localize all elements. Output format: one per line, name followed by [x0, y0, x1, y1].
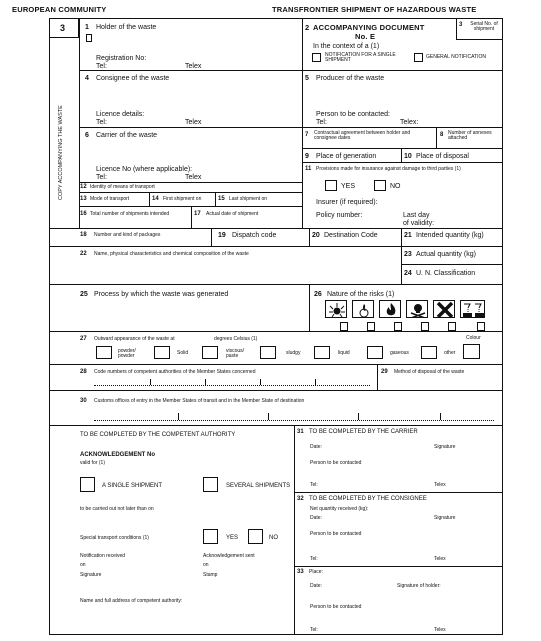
f30-title: Customs offices of entry in the Member States of transit and in the Member State of destination [94, 398, 305, 404]
f33-tel: Tel: [310, 627, 318, 633]
f6-number: 6 [85, 132, 89, 139]
f2-general-checkbox[interactable] [414, 53, 423, 62]
f6-tel: Tel: [96, 174, 107, 181]
f29-title: Method of disposal of the waste [394, 369, 465, 375]
authority-ack-on: on [203, 562, 209, 568]
f1-telex: Telex [185, 63, 202, 70]
divider-bottom-section [49, 425, 503, 426]
harmful-hazard-icon [433, 300, 455, 318]
f32-tel: Tel: [310, 556, 318, 562]
divider-8-9 [302, 148, 503, 149]
f21-title: Intended quantity (kg) [416, 232, 484, 239]
authority-ack: ACKNOWLEDGEMENT No [80, 452, 155, 458]
f19-number: 19 [218, 232, 226, 239]
header-right: TRANSFRONTIER SHIPMENT OF HAZARDOUS WASTE [272, 5, 477, 14]
f30-customs-tick-3 [358, 413, 359, 420]
f4-licence: Licence details: [96, 111, 145, 118]
f27-colour: Colour [466, 335, 481, 341]
authority-valid: valid for (1) [80, 460, 106, 466]
f26-title: Nature of the risks (1) [327, 291, 395, 298]
f23-number: 23 [404, 251, 412, 258]
f6-telex: Telex [185, 174, 202, 181]
f5-tel: Tel: [316, 119, 327, 126]
f11-title: Provisions made for insurance against damage to third parties (1) [316, 166, 461, 172]
f4-number: 4 [85, 75, 89, 82]
divider-31-32 [294, 492, 503, 493]
f11-insurer: Insurer (if required): [316, 199, 378, 206]
f2-title: ACCOMPANYING DOCUMENT [313, 23, 425, 32]
authority-stamp: Stamp [203, 572, 218, 578]
f4-title: Consignee of the waste [96, 75, 170, 82]
f30-number: 30 [80, 398, 87, 404]
f11-no-checkbox[interactable] [374, 180, 386, 191]
f32-telex: Telex [434, 556, 446, 562]
divider-row-1 [79, 70, 503, 71]
authority-notif-on: on [80, 562, 86, 568]
f4-tel: Tel: [96, 119, 107, 126]
f17-title: Actual date of shipment [206, 211, 259, 217]
f12-number: 12 [80, 184, 87, 190]
appearance-powder-label: powder/ powder [118, 348, 136, 359]
appearance-sludgy-checkbox[interactable] [260, 346, 276, 359]
divider-7-8 [436, 127, 437, 148]
f8-title: Number of annexes attached [448, 130, 492, 141]
f1-checkbox[interactable] [86, 34, 92, 42]
f27-degrees: degrees Celsius (1) [214, 336, 258, 342]
f10-title: Place of disposal [416, 153, 469, 160]
f2-context: In the context of a (1) [313, 43, 380, 50]
authority-yes-checkbox[interactable] [203, 529, 218, 544]
explosive-hazard-icon [325, 300, 347, 318]
f28-code-tick-1 [150, 379, 151, 385]
f25-number: 25 [80, 291, 88, 298]
appearance-viscous-checkbox[interactable] [202, 346, 218, 359]
divider-row-18 [49, 228, 503, 229]
authority-no-checkbox[interactable] [248, 529, 263, 544]
explosive-checkbox[interactable] [340, 322, 348, 331]
f32-title: TO BE COMPLETED BY THE CONSIGNEE [309, 496, 427, 502]
f32-qty: Net quantity received (kg): [310, 506, 369, 512]
appearance-solid-checkbox[interactable] [154, 346, 170, 359]
main-column-divider [302, 18, 303, 228]
f32-number: 32 [297, 496, 304, 502]
authority-signature: Signature [80, 572, 102, 578]
authority-single-checkbox[interactable] [80, 477, 95, 492]
f11-validity: of validity: [403, 220, 435, 227]
authority-several-label: SEVERAL SHIPMENTS [226, 483, 291, 489]
oxidizing-checkbox[interactable] [367, 322, 375, 331]
f18-number: 18 [80, 232, 87, 238]
divider-row-2 [79, 127, 503, 128]
f11-yes-checkbox[interactable] [325, 180, 337, 191]
f19-title: Dispatch code [232, 232, 277, 239]
authority-name-address: Name and full address of competent authority: [80, 598, 183, 604]
divider-14-15 [215, 192, 216, 206]
f32-signature: Signature [434, 515, 456, 521]
f31-contact: Person to be contacted [310, 460, 362, 466]
divider-19-20 [309, 228, 310, 246]
side-label: COPY ACCOMPANYING THE WASTE [58, 105, 64, 200]
f20-number: 20 [312, 232, 320, 239]
f25-title: Process by which the waste was generated [94, 291, 229, 298]
f3-number: 3 [459, 22, 463, 28]
f33-title: Place: [309, 569, 323, 575]
corrosive-hazard-icon [460, 300, 485, 318]
f8-number: 8 [440, 132, 444, 138]
divider-25-26 [309, 284, 310, 331]
appearance-gaseous-label: gaseous [390, 350, 409, 356]
f28-code-tick-3 [260, 379, 261, 385]
f5-number: 5 [305, 75, 309, 82]
appearance-sludgy-label: sludgy [286, 350, 301, 356]
f22-title: Name, physical characteristics and chemical composition of the waste [94, 251, 249, 257]
f15-title: Last shipment on [229, 196, 268, 202]
f31-tel: Tel: [310, 482, 318, 488]
f26-number: 26 [314, 291, 322, 298]
f1-number: 1 [85, 24, 89, 31]
divider-32-33 [294, 566, 503, 567]
f14-number: 14 [152, 196, 159, 202]
f30-customs-line [94, 420, 494, 421]
authority-several-checkbox[interactable] [203, 477, 218, 492]
appearance-liquid-label: liquid [338, 350, 350, 356]
divider-row-27 [49, 331, 503, 332]
copy-number: 3 [60, 23, 66, 33]
f33-telex: Telex [434, 627, 446, 633]
authority-no-label: NO [269, 535, 278, 541]
f31-title: TO BE COMPLETED BY THE CARRIER [309, 429, 418, 435]
authority-carried-out: to be carried out not later than on [80, 506, 154, 512]
f33-signature: Signature of holder: [397, 583, 441, 589]
f6-licence: Licence No (where applicable): [96, 166, 193, 173]
flammable-checkbox[interactable] [394, 322, 402, 331]
f30-customs-tick-1 [178, 413, 179, 420]
authority-title: TO BE COMPLETED BY THE COMPETENT AUTHORITY [80, 432, 236, 438]
f2-general-label: GENERAL NOTIFICATION [426, 54, 487, 60]
appearance-powder-checkbox[interactable] [96, 346, 112, 359]
authority-notif-received: Notification received [80, 553, 126, 559]
authority-yes-label: YES [226, 535, 239, 541]
f30-customs-tick-4 [440, 413, 441, 420]
f33-contact: Person to be contacted [310, 604, 362, 610]
appearance-other-checkbox[interactable] [421, 346, 437, 359]
f10-number: 10 [404, 153, 412, 160]
f27-number: 27 [80, 336, 87, 342]
f11-number: 11 [305, 166, 312, 172]
f28-number: 28 [80, 369, 87, 375]
f11-yes-label: YES [341, 183, 356, 190]
authority-ack-sent: Acknowledgement sent [203, 553, 255, 559]
f9-number: 9 [305, 153, 309, 160]
divider-row-30 [49, 390, 503, 391]
f17-number: 17 [194, 211, 201, 217]
f5-telex: Telex: [400, 119, 419, 126]
f5-title: Producer of the waste [316, 75, 385, 82]
f28-code-line [94, 385, 370, 386]
f31-signature: Signature [434, 444, 456, 450]
f2-single-label: NOTIFICATION FOR A SINGLE SHIPMENT [325, 52, 396, 63]
f28-code-tick-2 [205, 379, 206, 385]
corrosive-checkbox[interactable] [477, 322, 485, 331]
divider-18-19 [211, 228, 212, 246]
oxidizing-hazard-icon [352, 300, 374, 318]
divider-10-11 [302, 162, 503, 163]
f13-title: Mode of transport [90, 196, 130, 202]
f31-number: 31 [297, 429, 304, 435]
authority-single-label: A SINGLE SHIPMENT [102, 483, 163, 489]
f2-single-checkbox[interactable] [312, 53, 321, 62]
f28-code-tick-4 [315, 379, 316, 385]
f1-title: Holder of the waste [96, 24, 157, 31]
f3-title: Serial No. of shipment [470, 21, 498, 32]
f31-telex: Telex [434, 482, 446, 488]
divider-row-12 [79, 182, 302, 183]
divider-16-17 [191, 206, 192, 228]
f13-number: 13 [80, 196, 87, 202]
f16-title: Total number of shipments intended [90, 211, 170, 217]
divider-13-14 [149, 192, 150, 206]
divider-20-21 [401, 228, 402, 284]
flammable-hazard-icon [379, 300, 401, 318]
divider-row-13 [79, 192, 302, 193]
f7-number: 7 [305, 132, 309, 138]
authority-special: Special transport conditions (1) [80, 535, 149, 541]
header-left: EUROPEAN COMMUNITY [12, 5, 107, 14]
divider-row-22 [49, 246, 503, 247]
f9-title: Place of generation [316, 153, 377, 160]
f28-title: Code numbers of competent authorities of the Member States concerned [94, 369, 256, 375]
f30-customs-tick-2 [268, 413, 269, 420]
f21-number: 21 [404, 232, 412, 239]
f12-title: Identity of means of transport [90, 184, 155, 190]
f24-number: 24 [404, 270, 412, 277]
f2-docno: No. E [355, 32, 376, 41]
appearance-other-label: other [444, 350, 456, 356]
f32-date: Date: [310, 515, 322, 521]
appearance-liquid-checkbox[interactable] [314, 346, 330, 359]
f16-number: 16 [80, 211, 87, 217]
toxic-checkbox[interactable] [421, 322, 429, 331]
f1-tel: Tel: [96, 63, 107, 70]
f1-registration: Registration No: [96, 55, 147, 62]
divider-23-24 [401, 264, 503, 265]
f33-number: 33 [297, 569, 304, 575]
f14-title: First shipment on [163, 196, 202, 202]
f11-policy: Policy number: [316, 212, 363, 219]
f29-number: 29 [381, 369, 388, 375]
appearance-viscous-label: viscous/ paste [226, 348, 245, 359]
harmful-checkbox[interactable] [448, 322, 456, 331]
divider-9-10 [401, 148, 402, 162]
f32-contact: Person to be contacted [310, 531, 362, 537]
f4-telex: Telex [185, 119, 202, 126]
divider-row-28 [49, 364, 503, 365]
colour-field[interactable] [463, 344, 480, 359]
f6-title: Carrier of the waste [96, 132, 158, 139]
divider-28-29 [377, 364, 378, 390]
f15-number: 15 [218, 196, 225, 202]
f18-title: Number and kind of packages [94, 232, 161, 238]
appearance-gaseous-checkbox[interactable] [367, 346, 383, 359]
f23-title: Actual quantity (kg) [416, 251, 476, 258]
f22-number: 22 [80, 251, 87, 257]
bottom-column-divider [294, 425, 295, 635]
f7-title: Contractual agreement between holder and consignee dates [314, 130, 411, 141]
f11-last-day: Last day [403, 212, 430, 219]
toxic-hazard-icon [406, 300, 428, 318]
f5-contact: Person to be contacted: [316, 111, 390, 118]
f2-number: 2 [305, 23, 310, 32]
divider-row-25 [49, 284, 503, 285]
f11-no-label: NO [390, 183, 401, 190]
appearance-solid-label: Solid [177, 350, 189, 356]
f27-title: Outward appearance of the waste at [94, 336, 175, 342]
f33-date: Date: [310, 583, 322, 589]
f20-title: Destination Code [324, 232, 378, 239]
f24-title: U. N. Classification [416, 270, 476, 277]
f31-date: Date: [310, 444, 322, 450]
